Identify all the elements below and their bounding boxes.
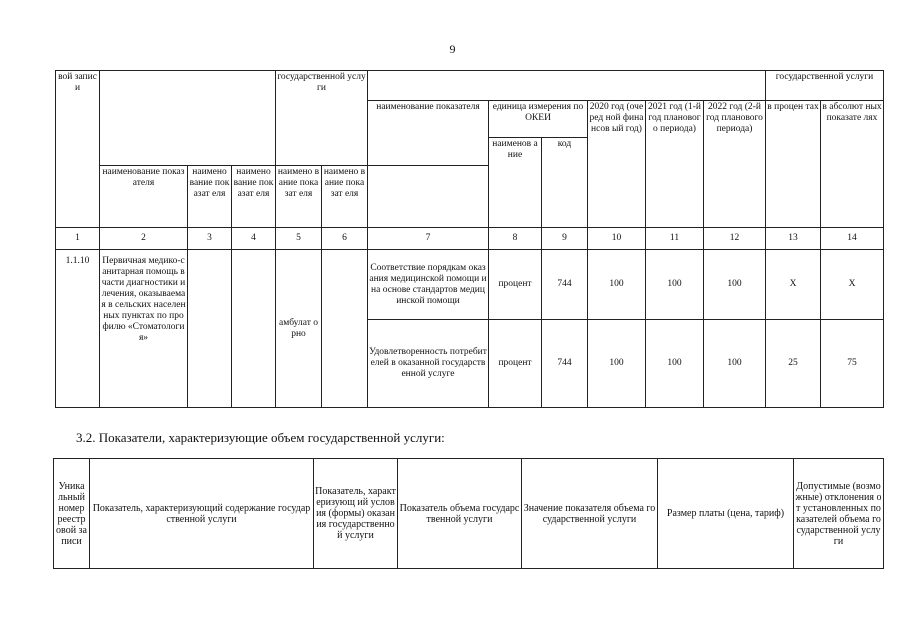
header-allowed-deviation: Допустимые (возможные) отклонения от установленных показателей объема государственной услуги — [794, 459, 884, 569]
header-spacer — [56, 138, 100, 166]
value-2022: 100 — [704, 320, 766, 408]
indicator-code: 744 — [542, 250, 588, 320]
header-quality-group — [368, 71, 766, 101]
header-spacer — [368, 166, 489, 228]
col-num: 10 — [588, 228, 646, 250]
header-spacer — [276, 138, 368, 166]
indicator-name: Соответствие порядкам оказания медицинской помощи и на основе стандартов медицинской помощи — [368, 250, 489, 320]
header-indicator-4: наимено вание показат еля — [232, 166, 276, 228]
quality-indicators-table — [55, 70, 884, 408]
header-deviation-group: государственной услуги — [766, 71, 884, 101]
header-indicator-name-2: наименование показателя — [100, 166, 188, 228]
indicator-code: 744 — [542, 320, 588, 408]
value-2020: 100 — [588, 320, 646, 408]
header-spacer — [100, 101, 276, 138]
header-spacer — [100, 138, 276, 166]
col-num: 1 — [56, 228, 100, 250]
indicator-unit: процент — [489, 250, 542, 320]
header-spacer — [276, 101, 368, 138]
header-percent: в процен тах — [766, 101, 821, 228]
col-num: 5 — [276, 228, 322, 250]
column-number-row — [56, 228, 884, 250]
service-condition: амбулат орно — [276, 250, 322, 408]
page-number: 9 — [449, 42, 456, 56]
col-num: 7 — [368, 228, 489, 250]
header-absolute: в абсолют ных показате лях — [821, 101, 884, 228]
header-spacer — [56, 166, 100, 228]
header-2022: 2022 год (2-й год планового периода) — [704, 101, 766, 228]
section-heading: 3.2. Показатели, характеризующие объем государственной услуги: — [76, 430, 445, 445]
col-num: 14 — [821, 228, 884, 250]
header-indicator-6: наимено вание показат еля — [322, 166, 368, 228]
value-2022: 100 — [704, 250, 766, 320]
deviation-percent: 25 — [766, 320, 821, 408]
value-2021: 100 — [646, 250, 704, 320]
header-conditions-group: государственной услуги — [276, 71, 368, 101]
col-num: 3 — [188, 228, 232, 250]
service-content: Первичная медико-санитарная помощь в части диагностики и лечения, оказываемая в сельских населенных пунктах по профилю «Стоматология» — [100, 250, 188, 408]
table-row — [56, 250, 884, 320]
header-registry-number: Уника льный номер реестр овой записи — [54, 459, 90, 569]
header-okei-name: наименов ание — [489, 138, 542, 228]
header-indicator-3: наимено вание показат еля — [188, 166, 232, 228]
volume-indicators-table — [53, 458, 884, 569]
header-service-content: Показатель, характеризующий содержание государственной услуги — [90, 459, 314, 569]
deviation-percent: Х — [766, 250, 821, 320]
header-fee: Размер платы (цена, тариф) — [658, 459, 794, 569]
indicator-unit: процент — [489, 320, 542, 408]
deviation-absolute: Х — [821, 250, 884, 320]
col-num: 13 — [766, 228, 821, 250]
header-volume-indicator: Показатель объема государственной услуги — [398, 459, 522, 569]
header-okei-code: код — [542, 138, 588, 228]
col-num: 4 — [232, 228, 276, 250]
col-num: 12 — [704, 228, 766, 250]
indicator-name: Удовлетворенность потребителей в оказанной государственной услуге — [368, 320, 489, 408]
deviation-absolute: 75 — [821, 320, 884, 408]
header-service-conditions: Показатель, характеризующ ий условия (формы) оказания государственно й услуги — [314, 459, 398, 569]
col-num: 11 — [646, 228, 704, 250]
header-volume-value: Значение показателя объема государственной услуги — [522, 459, 658, 569]
col-num: 9 — [542, 228, 588, 250]
header-indicator-5: наимено вание показат еля — [276, 166, 322, 228]
header-content-group — [100, 71, 276, 101]
header-record-number: вой записи — [56, 71, 100, 101]
col-num: 6 — [322, 228, 368, 250]
value-2021: 100 — [646, 320, 704, 408]
col-num: 2 — [100, 228, 188, 250]
col-num: 8 — [489, 228, 542, 250]
header-okei: единица измерения по ОКЕИ — [489, 101, 588, 138]
empty-cell — [188, 250, 232, 408]
header-2020: 2020 год (очеред ной финансов ый год) — [588, 101, 646, 228]
empty-cell — [322, 250, 368, 408]
header-2021: 2021 год (1-й год планового периода) — [646, 101, 704, 228]
header-indicator-name: наименование показателя — [368, 101, 489, 166]
header-spacer — [56, 101, 100, 138]
empty-cell — [232, 250, 276, 408]
value-2020: 100 — [588, 250, 646, 320]
record-number: 1.1.10 — [56, 250, 100, 408]
